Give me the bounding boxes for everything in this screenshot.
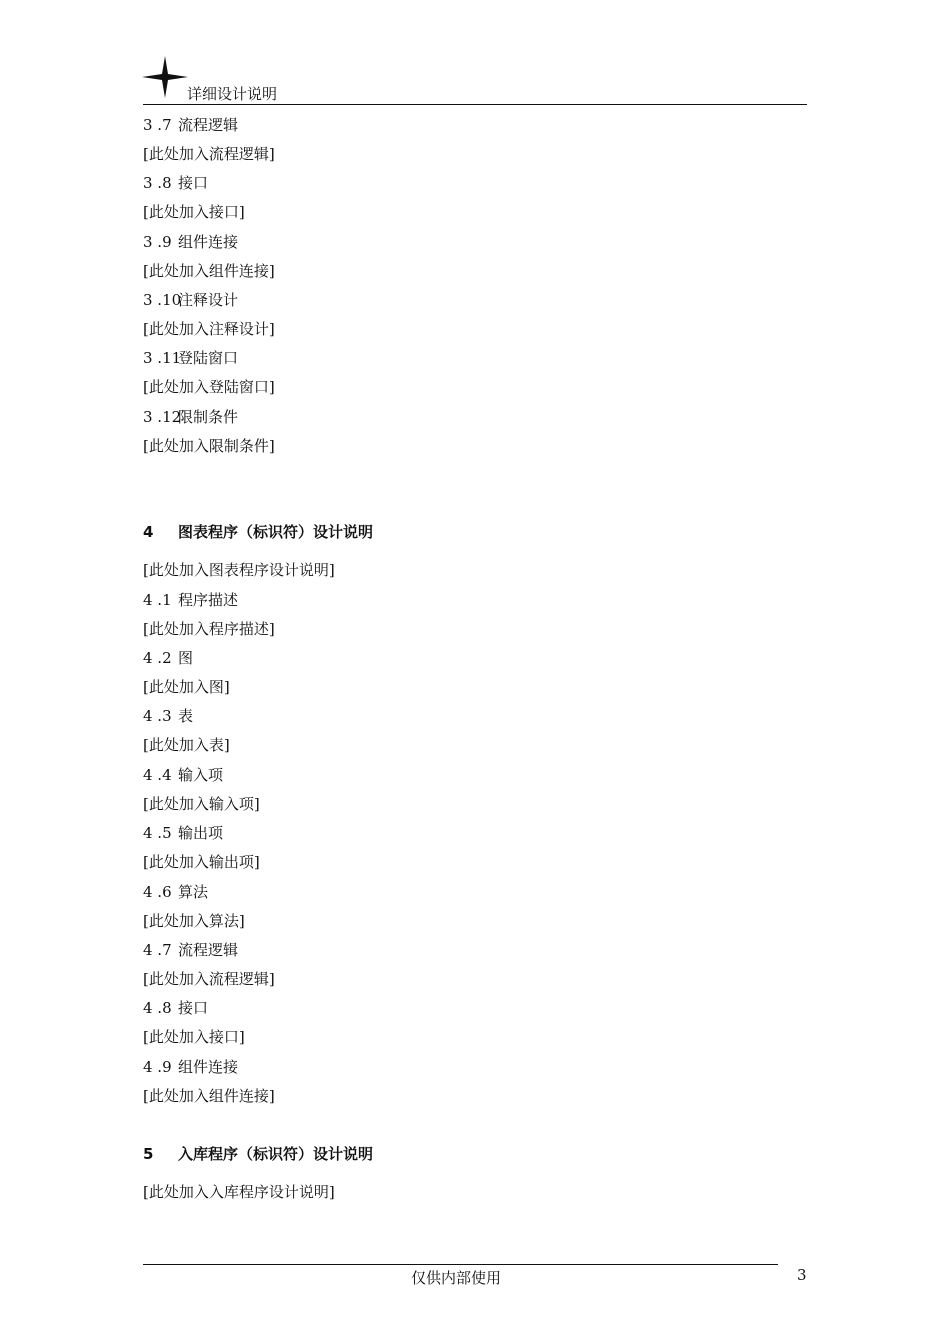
placeholder-text: [此处加入流程逻辑] (143, 970, 275, 988)
placeholder-text: [此处加入组件连接] (143, 262, 275, 280)
footer-confidentiality-note: 仅供内部使用 (411, 1269, 502, 1287)
placeholder-text: [此处加入算法] (143, 912, 245, 930)
placeholder-text: [此处加入图] (143, 678, 230, 696)
subsection-4-2: 4 .2 图 (143, 649, 194, 667)
placeholder-text: [此处加入接口] (143, 203, 245, 221)
placeholder-text: [此处加入组件连接] (143, 1087, 275, 1105)
placeholder-text: [此处加入表] (143, 736, 230, 754)
placeholder-text: [此处加入输出项] (143, 853, 260, 871)
page-number: 3 (797, 1266, 807, 1284)
placeholder-text: [此处加入程序描述] (143, 620, 275, 638)
header-divider (143, 104, 807, 105)
section-4-heading: 4 图表程序（标识符）设计说明 (143, 523, 374, 541)
subsection-3-7: 3 .7 流程逻辑 (143, 116, 239, 134)
document-header-title: 详细设计说明 (187, 85, 278, 103)
placeholder-text: [此处加入图表程序设计说明] (143, 561, 335, 579)
placeholder-text: [此处加入输入项] (143, 795, 260, 813)
placeholder-text: [此处加入注释设计] (143, 320, 275, 338)
placeholder-text: [此处加入限制条件] (143, 437, 275, 455)
subsection-3-11: 3 .11登陆窗口 (143, 349, 239, 367)
placeholder-text: [此处加入登陆窗口] (143, 378, 275, 396)
section-5-heading: 5 入库程序（标识符）设计说明 (143, 1145, 374, 1163)
footer-divider (143, 1264, 778, 1265)
subsection-4-5: 4 .5 输出项 (143, 824, 224, 842)
placeholder-text: [此处加入流程逻辑] (143, 145, 275, 163)
subsection-4-4: 4 .4 输入项 (143, 766, 224, 784)
subsection-4-8: 4 .8 接口 (143, 999, 209, 1017)
subsection-4-7: 4 .7 流程逻辑 (143, 941, 239, 959)
subsection-4-6: 4 .6 算法 (143, 883, 209, 901)
subsection-4-1: 4 .1 程序描述 (143, 591, 239, 609)
subsection-3-10: 3 .10注释设计 (143, 291, 239, 309)
placeholder-text: [此处加入接口] (143, 1028, 245, 1046)
subsection-3-9: 3 .9 组件连接 (143, 233, 239, 251)
four-point-star-icon (142, 56, 188, 98)
subsection-3-8: 3 .8 接口 (143, 174, 209, 192)
subsection-3-12: 3 .12限制条件 (143, 408, 239, 426)
placeholder-text: [此处加入入库程序设计说明] (143, 1183, 335, 1201)
subsection-4-3: 4 .3 表 (143, 707, 194, 725)
subsection-4-9: 4 .9 组件连接 (143, 1058, 239, 1076)
